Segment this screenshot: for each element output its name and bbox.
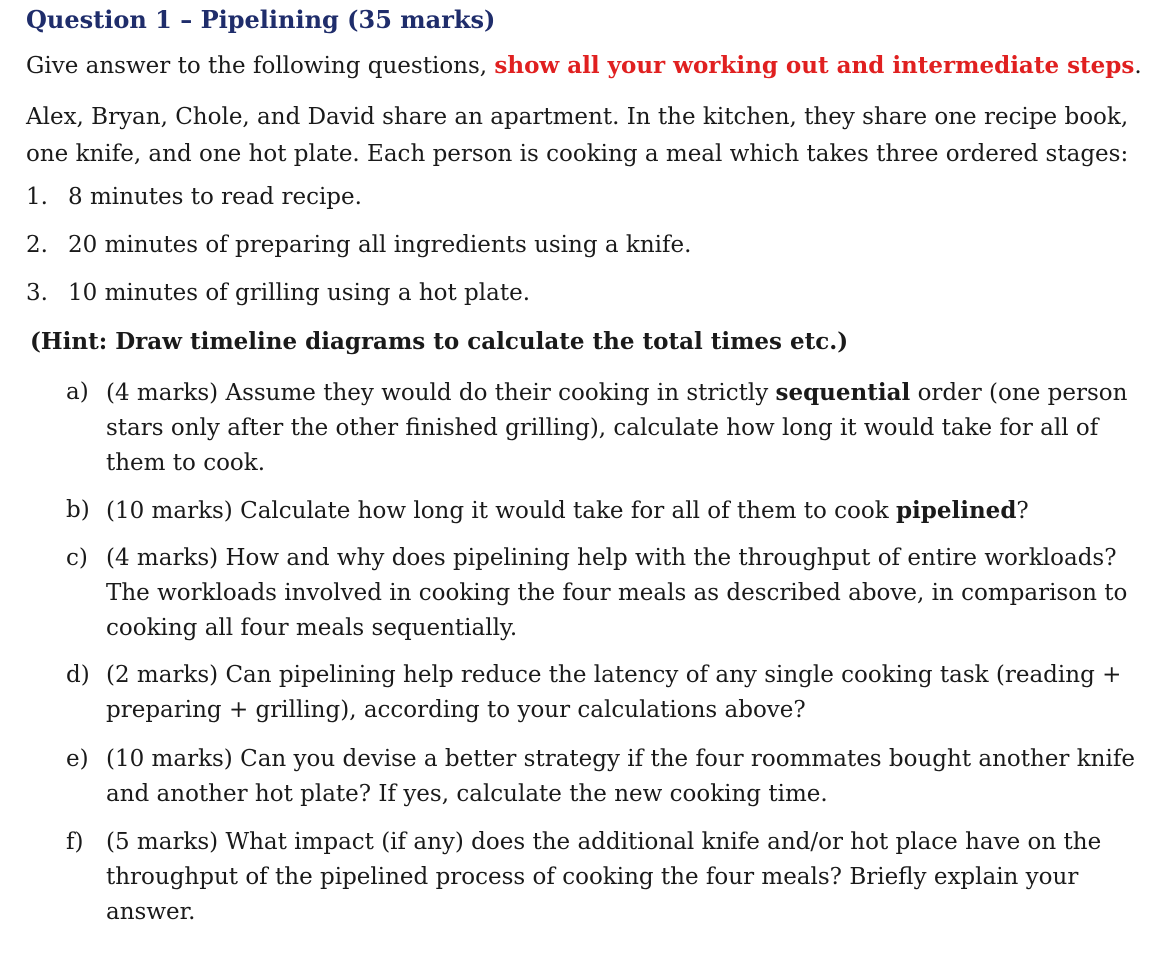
stage-number: 2. <box>26 232 48 258</box>
part-letter: a) <box>66 379 89 405</box>
stage-item <box>26 280 530 306</box>
stage-text: 10 minutes of grilling using a hot plate. <box>68 280 531 306</box>
stage-item <box>26 232 691 258</box>
part-letter: e) <box>66 746 89 772</box>
part-letter: b) <box>66 497 90 523</box>
question-part-d <box>66 658 1136 728</box>
stage-text: 20 minutes of preparing all ingredients using a knife. <box>68 232 692 258</box>
part-letter: c) <box>66 545 88 571</box>
instructions <box>26 52 1142 79</box>
hint-text: (Hint: Draw timeline diagrams to calculate the total times etc.) <box>30 328 849 355</box>
part-text: order (one person stars only after the other finished grilling), calculate how long it would take for all of them to cook. <box>106 380 1128 476</box>
part-text: (5 marks) What impact (if any) does the additional knife and/or hot place have on the throughput of the pipelined process of cooking the four meals? Briefly explain your answer. <box>106 829 1102 925</box>
part-text: ? <box>1016 498 1029 524</box>
instructions-text: Give answer to the following questions, <box>26 53 495 79</box>
part-text: (10 marks) Can you devise a better strategy if the four roommates bought another knife and another hot plate? If yes, calculate the new cooking time. <box>106 746 1135 807</box>
stage-number: 1. <box>26 184 48 210</box>
part-text: (4 marks) Assume they would do their cooking in strictly <box>106 380 776 406</box>
stage-item <box>26 184 362 210</box>
part-body <box>106 493 1136 529</box>
question-part-e <box>66 742 1136 812</box>
scenario-paragraph: Alex, Bryan, Chole, and David share an apartment. In the kitchen, they share one recipe book, one knife, and one hot plate. Each person is cooking a meal which takes three ordered stages: <box>26 104 1129 167</box>
question-part-a <box>66 375 1136 481</box>
question-part-b <box>66 493 1136 529</box>
part-keyword: sequential <box>775 379 911 406</box>
part-text: (2 marks) Can pipelining help reduce the latency of any single cooking task (reading + preparing + grilling), according to your calculations above? <box>106 662 1122 723</box>
stage-text: 8 minutes to read recipe. <box>68 184 362 210</box>
part-text: (10 marks) Calculate how long it would take for all of them to cook <box>106 498 896 524</box>
instructions-end: . <box>1134 53 1142 79</box>
part-keyword: pipelined <box>895 497 1017 524</box>
part-text: (4 marks) How and why does pipelining help with the throughput of entire workloads? The workloads involved in cooking the four meals as described above, in comparison to cooking all four meals sequentially. <box>106 545 1128 641</box>
question-part-c <box>66 541 1136 646</box>
question-part-f <box>66 825 1136 930</box>
question-heading: Question 1 – Pipelining (35 marks) <box>26 5 496 34</box>
stage-number: 3. <box>26 280 48 306</box>
part-letter: f) <box>66 829 84 855</box>
instructions-emphasis: show all your working out and intermediate steps <box>494 52 1135 79</box>
part-letter: d) <box>66 662 90 688</box>
part-body <box>106 375 1136 481</box>
